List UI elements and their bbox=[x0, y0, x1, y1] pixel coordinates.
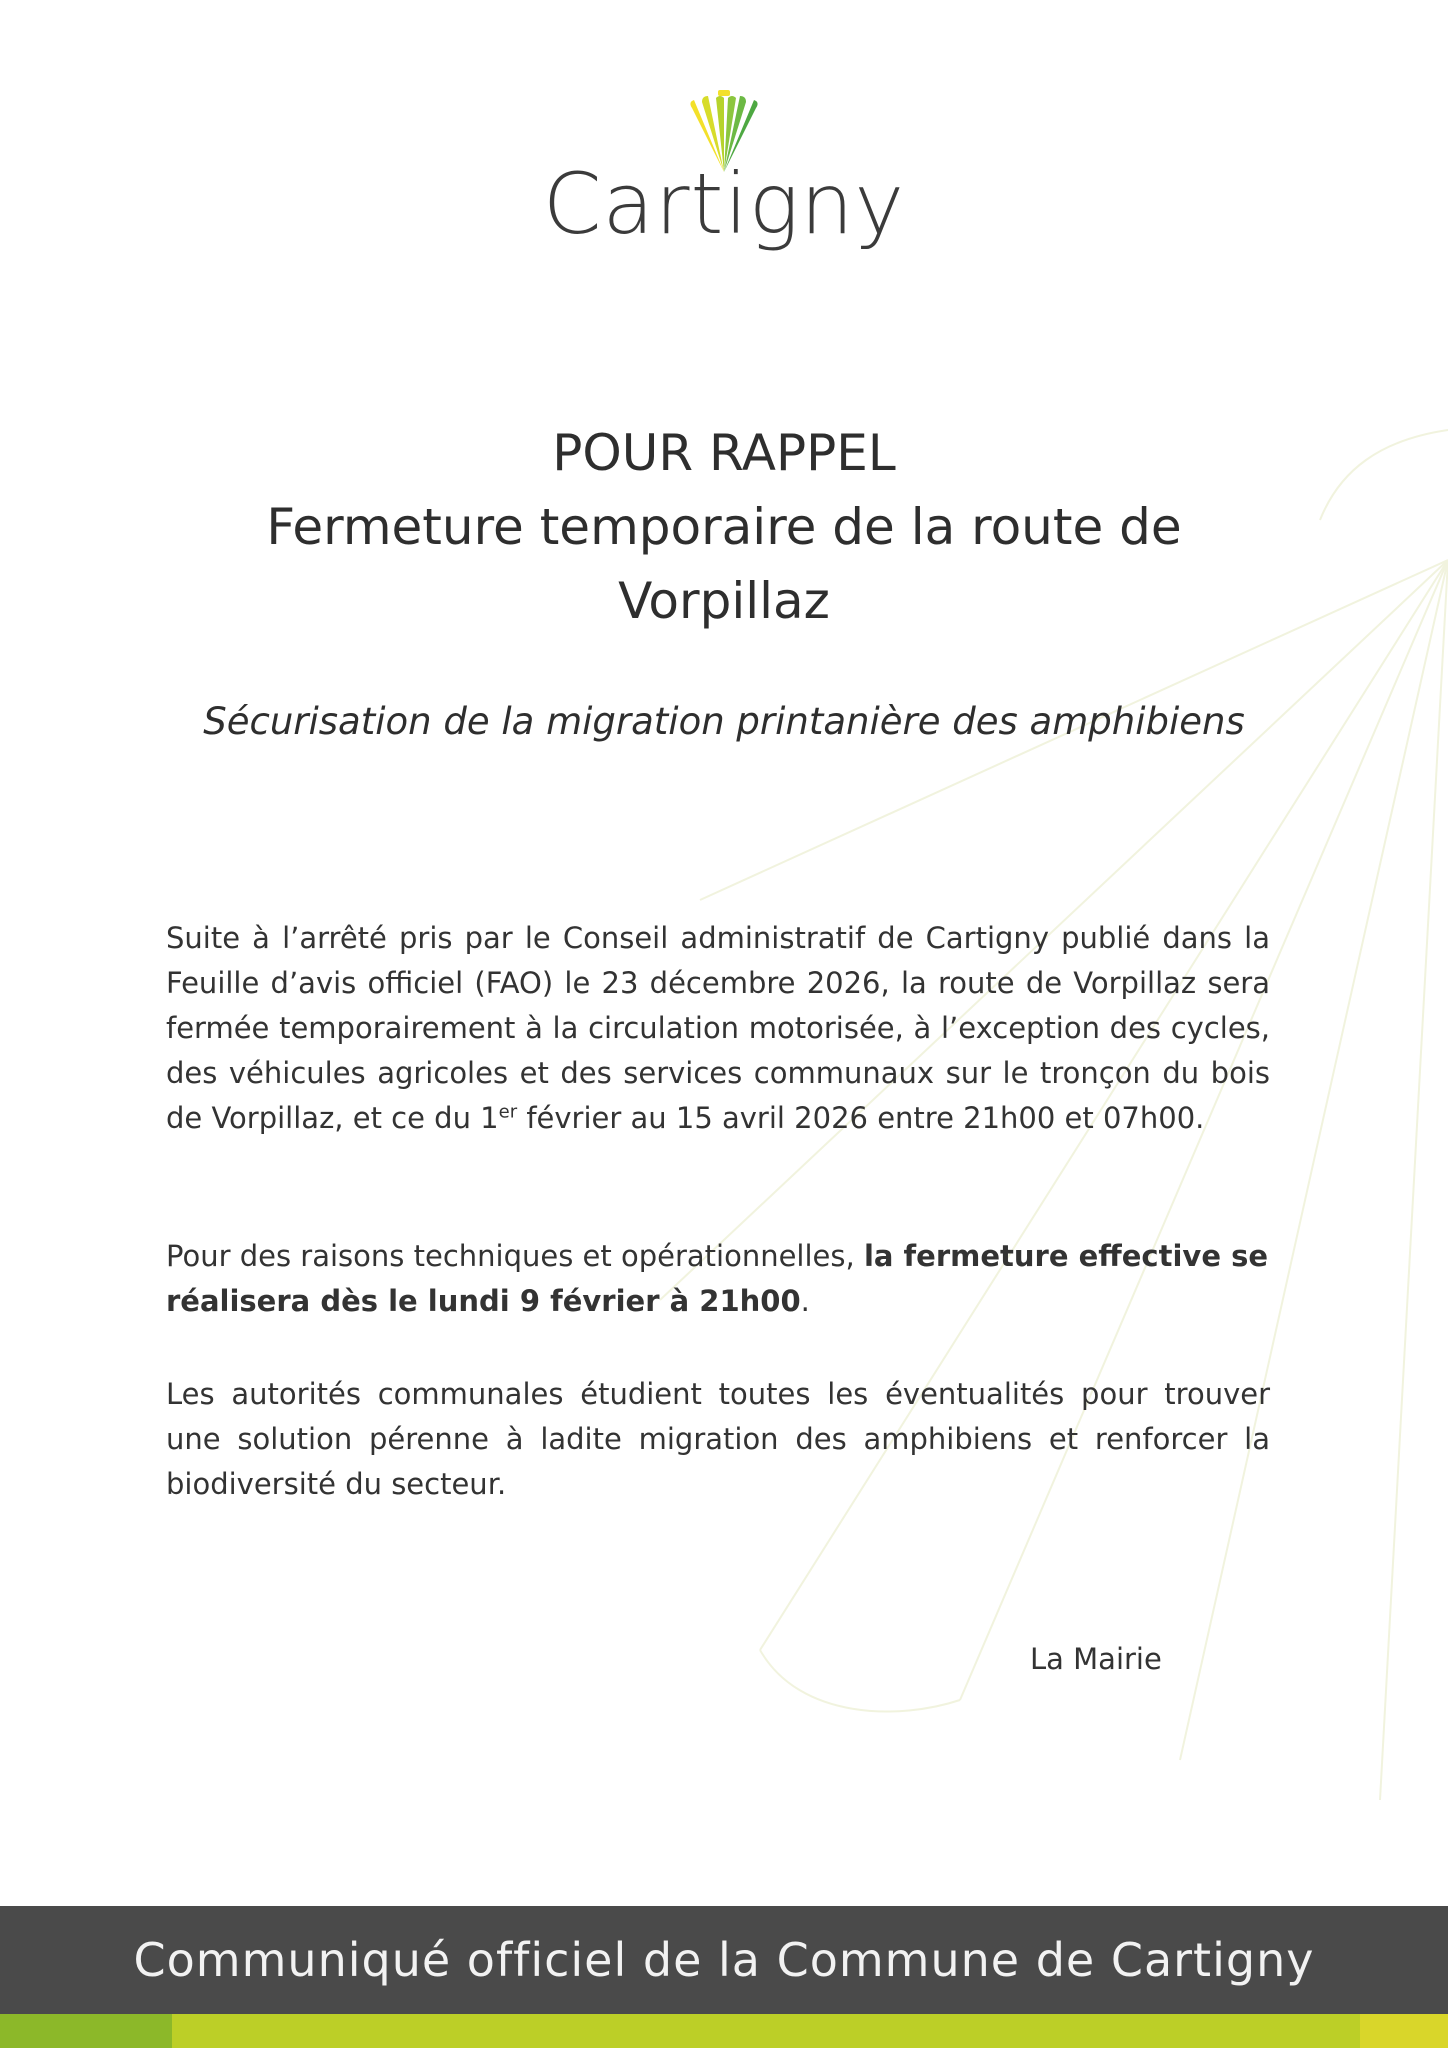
footer-stripe-yellow bbox=[1360, 2014, 1448, 2048]
paragraph2-bold-text: la fermeture effective se réalisera dès le lundi 9 février à 21h00 bbox=[166, 1239, 1269, 1318]
notice-title bbox=[0, 416, 1448, 638]
paragraph1-text: Suite à l’arrêté pris par le Conseil administratif de Cartigny publié dans la Feuille d’avis officiel (FAO) le 23 décembre 2026, la route de Vorpillaz sera fermée temporairement à la circulation motorisée, à l’exception des cycles, des véhicules agricoles et des services communaux sur le tronçon du bois de Vorpillaz, et ce du 1 bbox=[166, 921, 1270, 1135]
title-line-1: POUR RAPPEL bbox=[552, 424, 896, 482]
logo-wordmark: Cartigny bbox=[542, 155, 906, 253]
title-line-2: Fermeture temporaire de la route de bbox=[266, 498, 1182, 556]
paragraph2-text: Pour des raisons techniques et opérationnelles, bbox=[166, 1239, 864, 1273]
footer-band bbox=[0, 1906, 1448, 2014]
paragraph1-superscript: er bbox=[498, 1101, 518, 1123]
title-line-3: Vorpillaz bbox=[618, 572, 830, 630]
notice-subtitle: Sécurisation de la migration printanière des amphibiens bbox=[203, 700, 1245, 743]
paragraph-closure-details bbox=[166, 916, 1270, 1141]
footer-stripe-lime bbox=[172, 2014, 1360, 2048]
footer-text: Communiqué officiel de la Commune de Cartigny bbox=[133, 1933, 1315, 1987]
paragraph-effective-date bbox=[166, 1234, 1270, 1324]
paragraph1-text-end: février au 15 avril 2026 entre 21h00 et 07h00. bbox=[517, 1101, 1205, 1135]
footer-color-stripe bbox=[0, 2014, 1448, 2048]
paragraph2-end: . bbox=[800, 1284, 810, 1318]
signature: La Mairie bbox=[1030, 1642, 1162, 1676]
cartigny-logo bbox=[0, 88, 1448, 253]
footer-stripe-green bbox=[0, 2014, 172, 2048]
paragraph-authorities: Les autorités communales étudient toutes les éventualités pour trouver une solution pérenne à ladite migration des amphibiens et renforcer la biodiversité du secteur. bbox=[166, 1377, 1270, 1501]
